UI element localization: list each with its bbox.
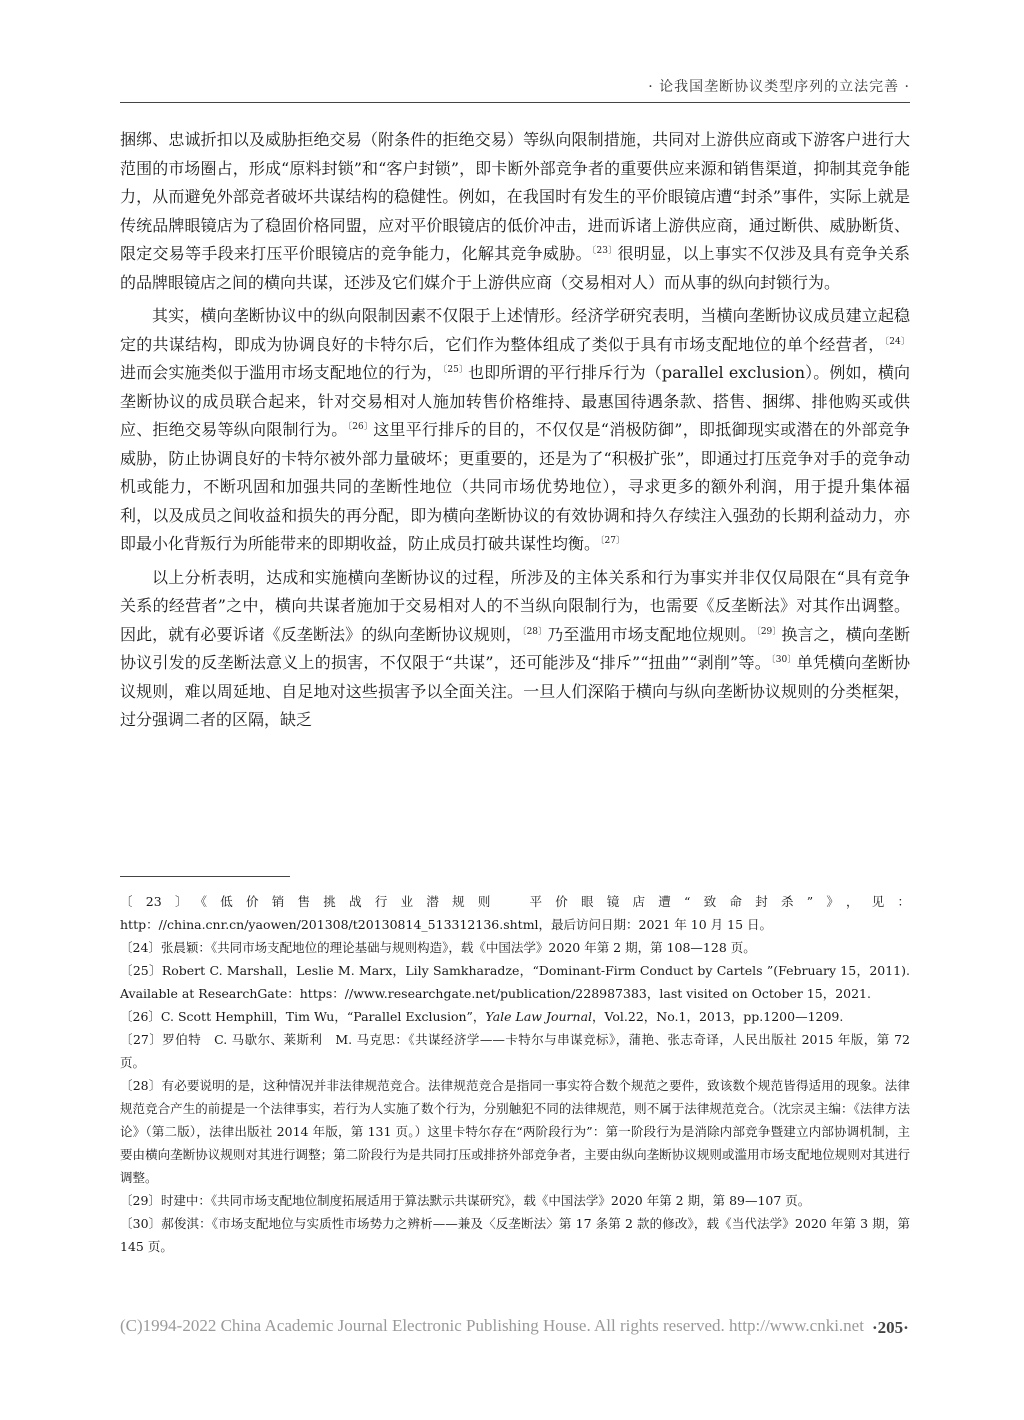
footnote-ref-29[interactable]: 〔29〕 (756, 626, 782, 637)
footnote-ref-24[interactable]: 〔24〕 (884, 336, 911, 347)
footnote-26 (120, 1005, 910, 1028)
paragraph-3 (120, 564, 910, 735)
footnote-ref-25[interactable]: 〔25〕 (442, 365, 469, 375)
footnotes (120, 890, 910, 1258)
paragraph-2-text-d: 这里平行排斥的目的，不仅仅是“消极防御”，即抵御现实或潜在的外部竞争威胁，防止协调良好的卡特尔被外部力量破坏；更重要的，还是为了“积极扩张”，即通过打压竞争对手的竞争动机或能力，不断巩固和加强共同的垄断性地位（共同市场优势地位），寻求更多的额外利润，用于提升集体福利，以及成员之间收益和损失的再分配，即为横向垄断协议的有效协调和持久存续注入强劲的长期利益动力，亦即最小化背叛行为所能带来的即期收益，防止成员打破共谋性均衡。 (120, 420, 910, 553)
paragraph-3-text-a: 以上分析表明，达成和实施横向垄断协议的过程，所涉及的主体关系和行为事实并非仅仅局限在“具有竞争关系的经营者”之中，横向共谋者施加于交易相对人的不当纵向限制行为，也需要《反垄断法》对其作出调整。因此，就有必要诉诸《反垄断法》的纵向垄断协议规则， (120, 567, 910, 644)
footnote-divider (120, 876, 290, 877)
main-body (120, 126, 910, 735)
paragraph-1-text-a: 捆绑、忠诚折扣以及威胁拒绝交易（附条件的拒绝交易）等纵向限制措施，共同对上游供应商或下游客户进行大范围的市场圈占，形成“原料封锁”和“客户封锁”，即卡断外部竞争者的重要供应来源和销售渠道，抑制其竞争能力，从而避免外部竞者破坏共谋结构的稳健性。例如，在我国时有发生的平价眼镜店遭“封杀”事件，实际上就是传统品牌眼镜店为了稳固价格同盟，应对平价眼镜店的低价冲击，进而诉诸上游供应商，通过断供、威胁断货、限定交易等手段来打压平价眼镜店的竞争能力，化解其竞争威胁。 (120, 130, 910, 263)
footnote-ref-27[interactable]: 〔27〕 (600, 536, 625, 546)
paragraph-1 (120, 126, 910, 297)
footnote-25: 〔25〕Robert C. Marshall，Leslie M. Marx，Lily Samkharadze，“Dominant-Firm Conduct by Cartels ”(February 15，2011). Available at ResearchGate：https：//www.researchgate.net/publication/228987383，last visited on October 15，2021. (120, 963, 910, 1001)
footnote-23: 〔23〕《低价销售挑战行业潜规则 平价眼镜店遭“致命封杀”》，见：http：//china.cnr.cn/yaowen/201308/t20130814_513312136.shtml，最后访问日期：2021 年 10 月 15 日。 (120, 894, 910, 932)
footnote-ref-28[interactable]: 〔28〕 (522, 626, 548, 637)
page-number: ·205· (872, 1318, 909, 1337)
paragraph-3-text-c: 换言之，横向垄断协议引发的反垄断法意义上的损害，不仅限于“共谋”，还可能涉及“排斥”“扭曲”“剥削”等。 (120, 624, 911, 672)
copyright-watermark: (C)1994-2022 China Academic Journal Electronic Publishing House. All rights reserved. http://www.cnki.net (120, 1316, 864, 1335)
paragraph-2-text-b: 进而会实施类似于滥用市场支配地位的行为， (120, 363, 443, 382)
footnote-26-journal: Yale Law Journal (485, 1009, 593, 1024)
running-header: · 论我国垄断协议类型序列的立法完善 · (648, 79, 910, 95)
footnote-26-text-a: 〔26〕C. Scott Hemphill，Tim Wu，“Parallel Exclusion”， (120, 1009, 486, 1024)
footnote-24: 〔24〕张晨颖：《共同市场支配地位的理论基础与规则构造》，载《中国法学》2020 年第 2 期，第 108—128 页。 (120, 940, 756, 955)
footnote-28: 〔28〕有必要说明的是，这种情况并非法律规范竞合。法律规范竞合是指同一事实符合数个规范之要件，致该数个规范皆得适用的现象。法律规范竞合产生的前提是一个法律事实，若行为人实施了数个行为，分别触犯不同的法律规范，则不属于法律规范竞合。（沈宗灵主编：《法律方法论》（第二版），法律出版社 2014 年版，第 131 页。）这里卡特尔存在“两阶段行为”：第一阶段行为是消除内部竞争暨建立内部协调机制，主要由横向垄断协议规则对其进行调整；第二阶段行为是共同打压或排挤外部竞争者，主要由纵向垄断协议规则或滥用市场支配地位规则对其进行调整。 (120, 1078, 910, 1185)
paragraph-2-text-c: 也即所谓的平行排斥行为（parallel exclusion）。例如，横向垄断协议的成员联合起来，针对交易相对人施加转售价格维持、最惠国待遇条款、搭售、捆绑、排他购买或供应、拒绝交易等纵向限制行为。 (120, 363, 910, 439)
footnote-ref-30[interactable]: 〔30〕 (770, 655, 797, 665)
header-divider (120, 102, 910, 103)
footnote-26-text-b: ，Vol.22，No.1，2013，pp.1200—1209. (592, 1009, 844, 1024)
paragraph-3-text-d: 单凭横向垄断协议规则，难以周延地、自足地对这些损害予以全面关注。一旦人们深陷于横向与纵向垄断协议规则的分类框架，过分强调二者的区隔，缺乏 (120, 653, 910, 729)
paragraph-3-text-b: 乃至滥用市场支配地位规则。 (547, 624, 757, 644)
footnote-ref-23[interactable]: 〔23〕 (591, 246, 618, 256)
footnote-27: 〔27〕罗伯特 C. 马歇尔、莱斯利 M. 马克思：《共谋经济学——卡特尔与串谋竞标》，蒲艳、张志奇译，人民出版社 2015 年版，第 72 页。 (120, 1032, 910, 1070)
paragraph-2-text-a: 其实，横向垄断协议中的纵向限制因素不仅限于上述情形。经济学研究表明，当横向垄断协议成员建立起稳定的共谋结构，即成为协调良好的卡特尔后，它们作为整体组成了类似于具有市场支配地位的单个经营者， (120, 306, 910, 354)
footnote-29: 〔29〕时建中：《共同市场支配地位制度拓展适用于算法默示共谋研究》，载《中国法学》2020 年第 2 期，第 89—107 页。 (120, 1193, 811, 1208)
footnote-30: 〔30〕郝俊淇：《市场支配地位与实质性市场势力之辨析——兼及〈反垄断法〉第 17 条第 2 款的修改》，载《当代法学》2020 年第 3 期，第 145 页。 (120, 1216, 910, 1254)
paragraph-1-text-b: 很明显，以上事实不仅涉及具有竞争关系的品牌眼镜店之间的横向共谋，还涉及它们媒介于上游供应商（交易相对人）而从事的纵向封锁行为。 (120, 244, 910, 292)
paragraph-2 (120, 302, 910, 559)
footnote-ref-26[interactable]: 〔26〕 (347, 422, 374, 432)
